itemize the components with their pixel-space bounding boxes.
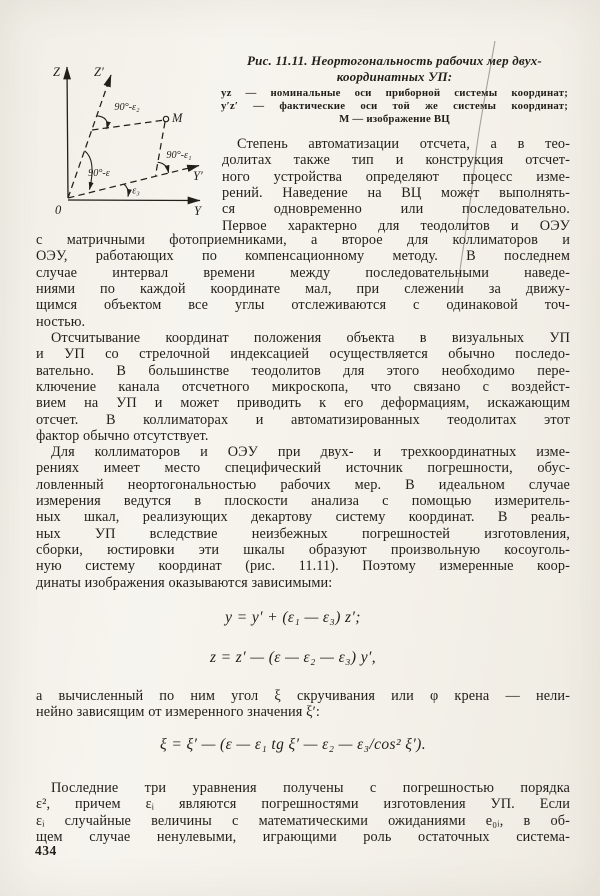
paragraph-5 <box>36 780 570 845</box>
paragraph-4 <box>36 688 570 721</box>
equation-z: z = z′ — (ε — ε₂ — ε₃) y′, <box>209 649 377 666</box>
angle-e1-label: 90°-ε₁ <box>166 150 192 161</box>
equation-xi: ξ = ξ′ — (ε — ε₁ tg ξ′ — ε₂ — ε₃/cos² ξ′). <box>160 736 426 753</box>
text-line: ных шкал, реализующих декартову систему координат. В реаль- <box>36 509 570 526</box>
text-line: ся одновременно или последовательно. <box>222 201 570 218</box>
z-prime-axis-line <box>68 75 111 198</box>
text-line: рениях имеет место специфический источник погрешности, обус- <box>36 460 570 477</box>
m-parallel-line-top <box>92 120 162 130</box>
text-line: ную систему координат (рис. 11.11). Поэтому измеренные коор- <box>36 558 570 575</box>
figure-caption-title-line2: координатных УП: <box>336 68 453 84</box>
text-line: Последние три уравнения получены с погрешностью порядка <box>51 780 570 796</box>
angle-e-label: 90°-ε <box>88 168 110 179</box>
text-line: ОЭУ, работающих по компенсационному методу. В последнем <box>36 248 570 265</box>
z-prime-axis-label: Z′ <box>94 65 104 79</box>
equation-y: y = y′ + (ε₁ — ε₃) z′; <box>225 609 361 626</box>
text-line: и УП со стрелочной индексацией осуществляется обычно последо- <box>36 346 570 363</box>
text-line: нейно зависящим от измеренного значения ξ′: <box>36 704 320 721</box>
legend-line: М — изображение ВЦ <box>339 113 450 126</box>
y-axis-line <box>68 200 200 201</box>
text-line: вательно. В большинстве теодолитов для этого необходимо пере- <box>36 362 570 379</box>
text-line: ниями по каждой координате мал, при слежении за движу- <box>36 281 570 298</box>
page-number: 434 <box>35 843 57 858</box>
figure-caption-title <box>221 53 568 84</box>
text-line: рений. Наведение на ВЦ может выполнять- <box>222 185 570 202</box>
text-line: Степень автоматизации отсчета, а в тео- <box>237 136 570 152</box>
paragraph-2 <box>36 330 570 444</box>
text-line: случае интервал времени между последовательными наведе- <box>36 264 570 281</box>
legend-line: yz — номинальные оси приборной системы координат; <box>221 87 568 99</box>
y-prime-axis-label: Y′ <box>193 169 203 183</box>
text-line: ε², причем εᵢ являются погрешностями изготовления УП. Если <box>36 796 570 813</box>
text-line: ных УП вследствие неизбежных погрешностей изготовления, <box>36 525 570 542</box>
text-line: долитах также тип и конструкция отсчет- <box>222 152 570 169</box>
angle-e2-label: 90°-ε₂ <box>114 102 140 113</box>
text-line: а вычисленный по ним угол ξ скручивания или φ крена — нели- <box>36 688 570 704</box>
text-line: вием на УП и может приводить к его деформациям, искажающим <box>36 395 570 412</box>
angle-arc-e1 <box>158 162 169 172</box>
legend-line: y′z′ — фактические оси той же системы координат; <box>221 100 568 113</box>
figure-caption-title-line1: Рис. 11.11. Неортогональность рабочих мер двух- <box>247 53 542 68</box>
text-line: ловленный неортогональностью рабочих мер. В идеальном случае <box>36 476 570 493</box>
text-line: Отсчитывание координат положения объекта в визуальных УП <box>51 330 570 346</box>
point-m-marker <box>163 116 168 121</box>
text-line: Для коллиматоров и ОЭУ при двух- и трехкоординатных изме- <box>51 444 570 460</box>
text-line: ключение канала отсчетного микроскопа, что связано с воздейст- <box>36 379 570 396</box>
angle-arc-e3 <box>124 184 128 196</box>
z-axis-label: Z <box>53 65 60 79</box>
m-parallel-line-side <box>156 122 166 176</box>
figure-caption-legend <box>221 87 568 127</box>
text-line: с матричными фотоприемниками, а второе для коллиматоров и <box>36 232 570 248</box>
origin-label: 0 <box>55 203 62 217</box>
figure-diagram <box>36 50 224 222</box>
text-line: сборки, юстировки эти шкалы образуют произвольную косоуголь- <box>36 542 570 559</box>
text-line: εᵢ случайные величины с математическими ожиданиями e₀ᵢ, в об- <box>36 812 570 829</box>
y-axis-label: Y <box>194 204 201 218</box>
text-line: щем случае ненулевыми, играющими роль остаточных система- <box>36 829 570 846</box>
angle-arc-e2 <box>97 116 107 129</box>
paragraph-1-full-width <box>36 232 570 330</box>
angle-e3-label: ε₃ <box>132 185 140 197</box>
text-line: Первое характерно для теодолитов и ОЭУ <box>222 217 570 234</box>
paragraph-3 <box>36 444 570 591</box>
point-m-label: M <box>172 111 183 125</box>
text-line: измерения ведутся в плоскости анализа с помощью измеритель- <box>36 493 570 510</box>
text-line: фактор обычно отсутствует. <box>36 428 209 445</box>
figure-caption <box>221 53 568 127</box>
text-line: ного устройства определяют процесс изме- <box>222 168 570 185</box>
paragraph-1-column-beside-figure <box>222 136 570 234</box>
text-line: динаты изображения оказываются зависимыми: <box>36 574 333 591</box>
text-line: ностью. <box>36 313 86 330</box>
text-line: щимся объектом все углы отслеживаются с одинаковой точ- <box>36 297 570 314</box>
z-axis-line <box>67 67 68 198</box>
text-line: отсчет. В коллиматорах и автоматизированных теодолитах этот <box>36 411 570 428</box>
